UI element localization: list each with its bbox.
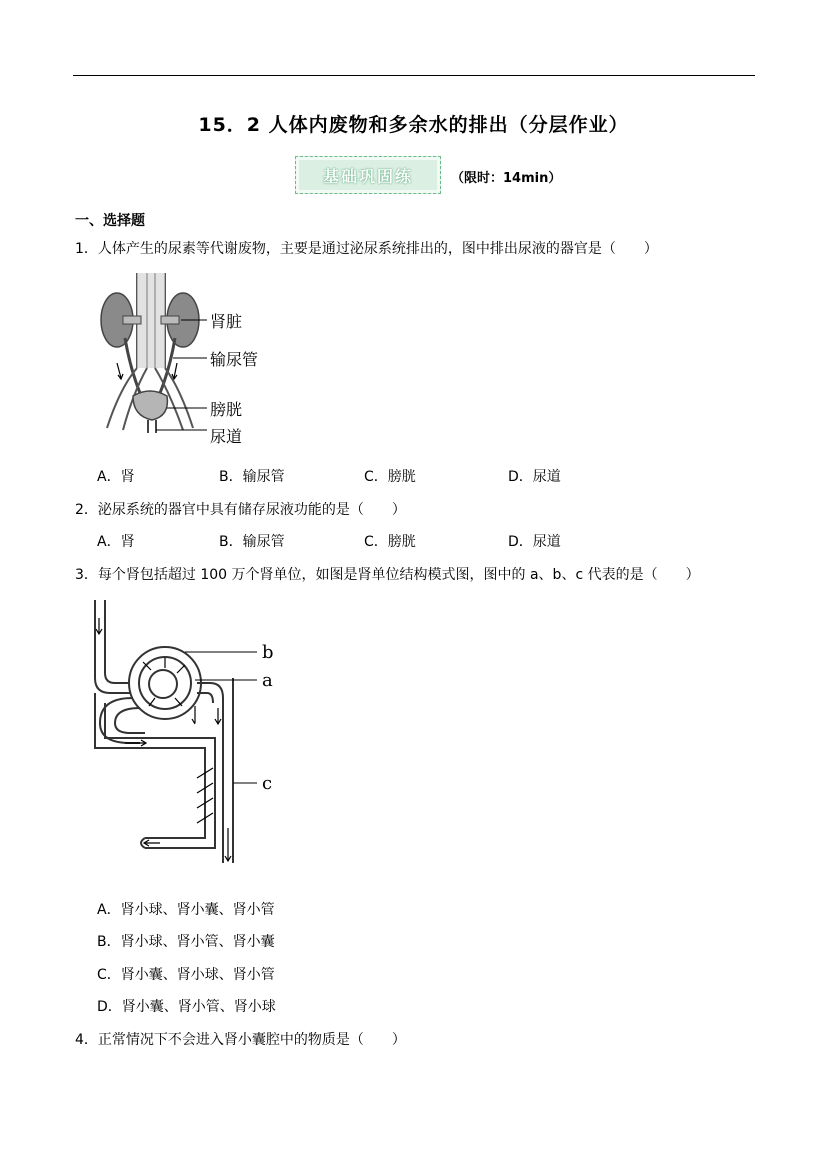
section-heading: 一、选择题 xyxy=(75,213,145,229)
figure1-label-ureter: 输尿管 xyxy=(210,350,259,369)
time-limit: （限时：14min） xyxy=(451,171,562,186)
urinary-system-figure xyxy=(95,268,275,448)
q3-option-a[interactable]: A．肾小球、肾小囊、肾小管 xyxy=(97,902,275,918)
q3-option-c[interactable]: C．肾小囊、肾小球、肾小管 xyxy=(97,967,275,983)
figure1-label-urethra: 尿道 xyxy=(210,427,243,446)
question-2-text: 2．泌尿系统的器官中具有储存尿液功能的是（ ） xyxy=(75,502,406,518)
q2-option-a[interactable]: A．肾 xyxy=(97,534,135,550)
q3-option-b[interactable]: B．肾小球、肾小管、肾小囊 xyxy=(97,934,275,950)
question-1-text: 1．人体产生的尿素等代谢废物，主要是通过泌尿系统排出的，图中排出尿液的器官是（ ） xyxy=(75,241,658,257)
nephron-figure xyxy=(85,598,285,866)
q3-option-d[interactable]: D．肾小囊、肾小管、肾小球 xyxy=(97,999,276,1015)
figure3-label-c: c xyxy=(262,773,273,794)
q1-option-a[interactable]: A．肾 xyxy=(97,469,135,485)
question-3-text: 3．每个肾包括超过 100 万个肾单位，如图是肾单位结构模式图，图中的 a、b、c 代表的是（ ） xyxy=(75,567,700,583)
q1-option-b[interactable]: B．输尿管 xyxy=(219,469,285,485)
q2-option-b[interactable]: B．输尿管 xyxy=(219,534,285,550)
header-rule xyxy=(73,75,755,76)
badge-label: 基础巩固练 xyxy=(322,166,413,186)
question-4-text: 4．正常情况下不会进入肾小囊腔中的物质是（ ） xyxy=(75,1032,406,1048)
practice-badge xyxy=(295,156,441,194)
page-title: 15．2 人体内废物和多余水的排出（分层作业） xyxy=(198,114,629,136)
q2-option-d[interactable]: D．尿道 xyxy=(508,534,561,550)
figure1-label-bladder: 膀胱 xyxy=(210,400,243,419)
figure1-label-kidney: 肾脏 xyxy=(210,312,243,331)
q1-option-c[interactable]: C．膀胱 xyxy=(364,469,416,485)
q1-option-d[interactable]: D．尿道 xyxy=(508,469,561,485)
figure3-label-a: a xyxy=(262,670,273,691)
figure3-label-b: b xyxy=(262,642,274,663)
q2-option-c[interactable]: C．膀胱 xyxy=(364,534,416,550)
